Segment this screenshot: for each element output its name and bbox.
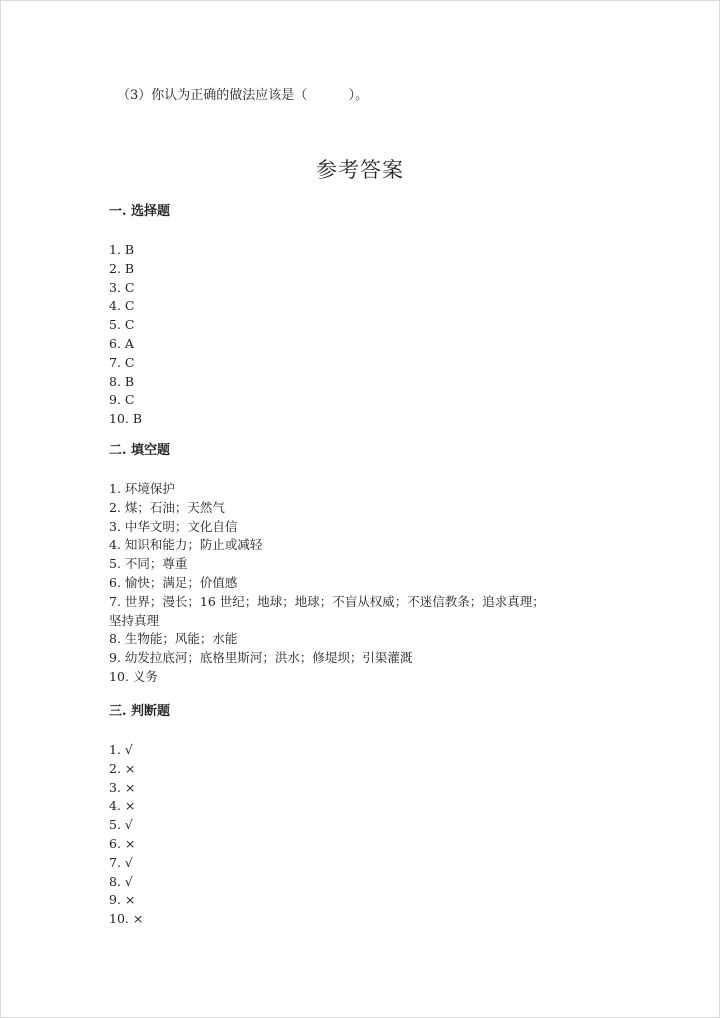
answer-item: 5. 不同；尊重	[109, 556, 188, 572]
answer-item: 4. 知识和能力；防止或减轻	[109, 537, 263, 553]
multiple-choice-section	[109, 203, 629, 429]
answer-item-continuation: 坚持真理	[109, 612, 160, 628]
answer-list	[109, 241, 629, 429]
answer-item: 8. √	[109, 873, 133, 889]
answer-item: 1. √	[109, 742, 133, 757]
answer-item: 1. 环境保护	[109, 481, 175, 496]
answer-item: 9. C	[109, 392, 135, 408]
answer-item: 5. C	[109, 317, 135, 333]
answer-item: 6. 愉快；满足；价值感	[109, 574, 238, 590]
answer-item: 3. C	[109, 279, 135, 295]
answer-item: 5. √	[109, 817, 133, 833]
true-false-section	[109, 703, 629, 929]
answer-item: 10. ×	[109, 911, 144, 927]
answer-item: 2. ×	[109, 760, 136, 776]
answer-item: 4. C	[109, 298, 135, 314]
answer-item: 10. 义务	[109, 668, 158, 684]
answer-item: 3. ×	[109, 779, 136, 795]
answer-item: 7. 世界；漫长；16 世纪；地球；地球；不盲从权威；不迷信教条；追求真理；	[109, 593, 545, 609]
answer-item: 9. 幼发拉底河；底格里斯河；洪水；修堤坝；引渠灌溉	[109, 650, 413, 666]
answer-item: 1. B	[109, 242, 135, 257]
answer-list	[109, 480, 629, 687]
answer-list	[109, 741, 629, 929]
answer-item: 9. ×	[109, 892, 136, 908]
fill-in-blank-section	[109, 442, 629, 687]
answer-key-title: 参考答案	[316, 158, 404, 182]
section-heading: 二. 填空题	[109, 443, 171, 458]
question-prompt: （3）你认为正确的做法应该是（ ）。	[117, 88, 369, 103]
section-heading: 一. 选择题	[109, 204, 171, 219]
answer-item: 8. 生物能；风能；水能	[109, 631, 238, 647]
answer-item: 7. C	[109, 354, 135, 370]
answer-item: 2. B	[109, 260, 135, 276]
answer-item: 2. 煤；石油；天然气	[109, 499, 225, 515]
answer-item: 6. ×	[109, 835, 136, 851]
answer-item: 7. √	[109, 854, 133, 870]
section-heading: 三. 判断题	[109, 704, 171, 719]
answer-item: 6. A	[109, 335, 134, 351]
answer-item: 4. ×	[109, 798, 136, 814]
answer-item: 3. 中华文明；文化自信	[109, 518, 238, 534]
answer-item: 8. B	[109, 373, 135, 389]
answer-item: 10. B	[109, 411, 143, 427]
